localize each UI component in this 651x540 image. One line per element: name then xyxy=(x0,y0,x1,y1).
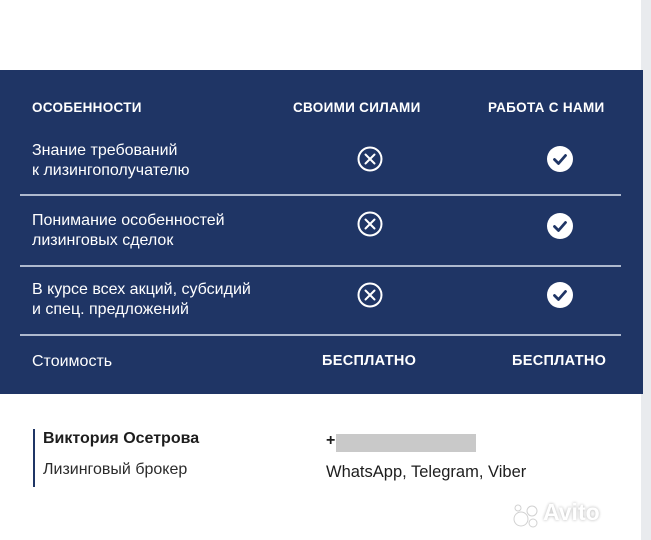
check-icon xyxy=(547,282,573,308)
header-features: ОСОБЕННОСТИ xyxy=(32,100,142,115)
row-3-label xyxy=(32,280,251,320)
row-2-label xyxy=(32,211,225,251)
accent-bar xyxy=(33,429,35,487)
avito-watermark: Avito xyxy=(543,499,600,525)
contact-role: Лизинговый брокер xyxy=(43,461,188,478)
row-3-line-2: и спец. предложений xyxy=(32,301,189,318)
phone-number-redacted xyxy=(336,434,476,452)
row-2-line-1: Понимание особенностей xyxy=(32,212,225,229)
cost-self-value: БЕСПЛАТНО xyxy=(322,353,417,369)
row-divider xyxy=(20,194,621,196)
cross-icon xyxy=(357,282,383,308)
row-divider xyxy=(20,334,621,336)
row-3-line-1: В курсе всех акций, субсидий xyxy=(32,281,251,298)
cross-icon xyxy=(357,146,383,172)
phone-prefix: + xyxy=(326,432,336,449)
row-1-line-2: к лизингополучателю xyxy=(32,162,190,179)
contact-name: Виктория Осетрова xyxy=(43,430,200,447)
check-icon xyxy=(547,213,573,239)
row-2-line-2: лизинговых сделок xyxy=(32,232,174,249)
messengers-list: WhatsApp, Telegram, Viber xyxy=(326,463,527,481)
comparison-table xyxy=(0,70,643,394)
avito-logo-icon xyxy=(512,502,540,530)
cost-label: Стоимость xyxy=(32,353,113,370)
row-divider xyxy=(20,265,621,267)
cost-us-value: БЕСПЛАТНО xyxy=(512,353,607,369)
row-1-line-1: Знание требований xyxy=(32,142,178,159)
cross-icon xyxy=(357,211,383,237)
header-self: СВОИМИ СИЛАМИ xyxy=(293,100,421,115)
row-1-label xyxy=(32,141,190,181)
header-with-us: РАБОТА С НАМИ xyxy=(488,100,605,115)
check-icon xyxy=(547,146,573,172)
